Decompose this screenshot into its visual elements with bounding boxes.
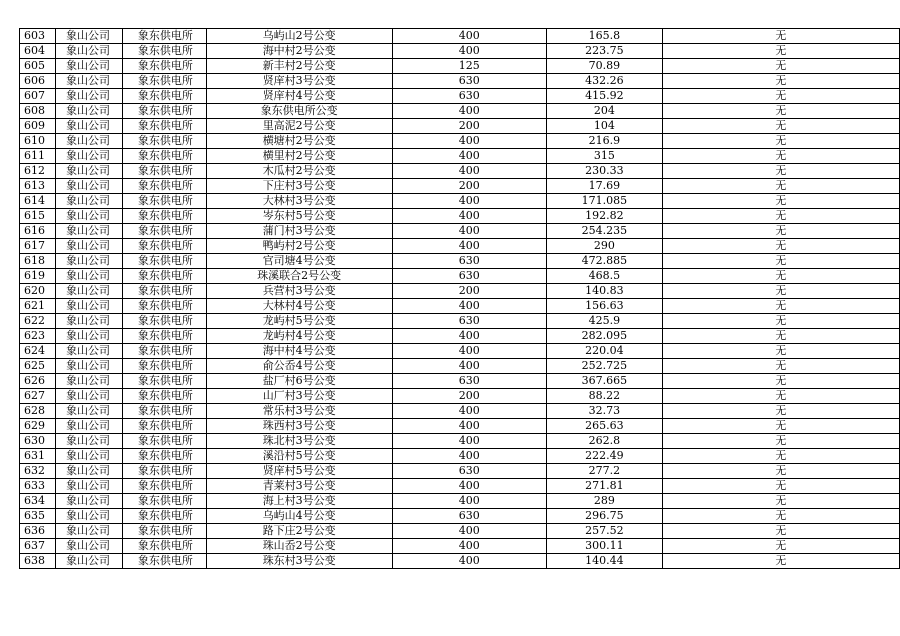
company-cell: 象山公司 bbox=[55, 389, 122, 404]
remark-cell: 无 bbox=[662, 254, 899, 269]
company-cell: 象山公司 bbox=[55, 479, 122, 494]
row-number-cell: 612 bbox=[20, 164, 56, 179]
remark-cell: 无 bbox=[662, 44, 899, 59]
capacity-cell: 400 bbox=[392, 329, 547, 344]
transformer-name-cell: 贤庠村3号公变 bbox=[206, 74, 392, 89]
remark-cell: 无 bbox=[662, 224, 899, 239]
remark-cell: 无 bbox=[662, 344, 899, 359]
transformer-name-cell: 珠山岙2号公变 bbox=[206, 539, 392, 554]
table-row bbox=[20, 434, 900, 449]
row-number-cell: 630 bbox=[20, 434, 56, 449]
table-row bbox=[20, 314, 900, 329]
remark-cell: 无 bbox=[662, 284, 899, 299]
table-row bbox=[20, 539, 900, 554]
capacity-cell: 630 bbox=[392, 74, 547, 89]
remark-cell: 无 bbox=[662, 449, 899, 464]
capacity-cell: 400 bbox=[392, 134, 547, 149]
capacity-cell: 400 bbox=[392, 209, 547, 224]
remark-cell: 无 bbox=[662, 269, 899, 284]
remark-cell: 无 bbox=[662, 494, 899, 509]
load-cell: 32.73 bbox=[547, 404, 663, 419]
capacity-cell: 400 bbox=[392, 194, 547, 209]
row-number-cell: 626 bbox=[20, 374, 56, 389]
row-number-cell: 605 bbox=[20, 59, 56, 74]
capacity-cell: 400 bbox=[392, 44, 547, 59]
station-cell: 象东供电所 bbox=[122, 524, 206, 539]
capacity-cell: 400 bbox=[392, 239, 547, 254]
capacity-cell: 400 bbox=[392, 434, 547, 449]
table-row bbox=[20, 554, 900, 569]
transformer-name-cell: 龙屿村5号公变 bbox=[206, 314, 392, 329]
station-cell: 象东供电所 bbox=[122, 464, 206, 479]
capacity-cell: 400 bbox=[392, 419, 547, 434]
remark-cell: 无 bbox=[662, 524, 899, 539]
transformer-name-cell: 贤庠村5号公变 bbox=[206, 464, 392, 479]
table-row bbox=[20, 164, 900, 179]
transformer-name-cell: 新丰村2号公变 bbox=[206, 59, 392, 74]
capacity-cell: 400 bbox=[392, 299, 547, 314]
remark-cell: 无 bbox=[662, 389, 899, 404]
remark-cell: 无 bbox=[662, 434, 899, 449]
station-cell: 象东供电所 bbox=[122, 164, 206, 179]
station-cell: 象东供电所 bbox=[122, 509, 206, 524]
row-number-cell: 618 bbox=[20, 254, 56, 269]
remark-cell: 无 bbox=[662, 164, 899, 179]
row-number-cell: 604 bbox=[20, 44, 56, 59]
row-number-cell: 619 bbox=[20, 269, 56, 284]
load-cell: 415.92 bbox=[547, 89, 663, 104]
company-cell: 象山公司 bbox=[55, 494, 122, 509]
row-number-cell: 615 bbox=[20, 209, 56, 224]
transformer-name-cell: 横里村2号公变 bbox=[206, 149, 392, 164]
load-cell: 425.9 bbox=[547, 314, 663, 329]
table-row bbox=[20, 269, 900, 284]
transformer-name-cell: 珠溪联合2号公变 bbox=[206, 269, 392, 284]
row-number-cell: 617 bbox=[20, 239, 56, 254]
load-cell: 104 bbox=[547, 119, 663, 134]
load-cell: 296.75 bbox=[547, 509, 663, 524]
remark-cell: 无 bbox=[662, 374, 899, 389]
station-cell: 象东供电所 bbox=[122, 299, 206, 314]
table-row bbox=[20, 59, 900, 74]
capacity-cell: 400 bbox=[392, 344, 547, 359]
table-row bbox=[20, 284, 900, 299]
table-row bbox=[20, 329, 900, 344]
load-cell: 282.095 bbox=[547, 329, 663, 344]
load-cell: 140.83 bbox=[547, 284, 663, 299]
transformer-name-cell: 蒲门村3号公变 bbox=[206, 224, 392, 239]
load-cell: 265.63 bbox=[547, 419, 663, 434]
load-cell: 262.8 bbox=[547, 434, 663, 449]
transformer-name-cell: 官司塘4号公变 bbox=[206, 254, 392, 269]
capacity-cell: 400 bbox=[392, 494, 547, 509]
table-row bbox=[20, 344, 900, 359]
company-cell: 象山公司 bbox=[55, 134, 122, 149]
table-row bbox=[20, 29, 900, 44]
load-cell: 230.33 bbox=[547, 164, 663, 179]
capacity-cell: 630 bbox=[392, 269, 547, 284]
company-cell: 象山公司 bbox=[55, 209, 122, 224]
table-row bbox=[20, 254, 900, 269]
station-cell: 象东供电所 bbox=[122, 89, 206, 104]
company-cell: 象山公司 bbox=[55, 299, 122, 314]
remark-cell: 无 bbox=[662, 329, 899, 344]
company-cell: 象山公司 bbox=[55, 44, 122, 59]
table-row bbox=[20, 359, 900, 374]
transformer-name-cell: 鸭屿村2号公变 bbox=[206, 239, 392, 254]
row-number-cell: 634 bbox=[20, 494, 56, 509]
table-row bbox=[20, 449, 900, 464]
company-cell: 象山公司 bbox=[55, 314, 122, 329]
company-cell: 象山公司 bbox=[55, 344, 122, 359]
station-cell: 象东供电所 bbox=[122, 269, 206, 284]
company-cell: 象山公司 bbox=[55, 404, 122, 419]
load-cell: 17.69 bbox=[547, 179, 663, 194]
transformer-name-cell: 大林村4号公变 bbox=[206, 299, 392, 314]
load-cell: 367.665 bbox=[547, 374, 663, 389]
transformer-name-cell: 象东供电所公变 bbox=[206, 104, 392, 119]
capacity-cell: 400 bbox=[392, 359, 547, 374]
row-number-cell: 623 bbox=[20, 329, 56, 344]
load-cell: 192.82 bbox=[547, 209, 663, 224]
load-cell: 290 bbox=[547, 239, 663, 254]
station-cell: 象东供电所 bbox=[122, 119, 206, 134]
table-row bbox=[20, 74, 900, 89]
transformer-name-cell: 俞公岙4号公变 bbox=[206, 359, 392, 374]
row-number-cell: 631 bbox=[20, 449, 56, 464]
station-cell: 象东供电所 bbox=[122, 134, 206, 149]
capacity-cell: 400 bbox=[392, 149, 547, 164]
company-cell: 象山公司 bbox=[55, 329, 122, 344]
station-cell: 象东供电所 bbox=[122, 419, 206, 434]
load-cell: 216.9 bbox=[547, 134, 663, 149]
transformer-name-cell: 下庄村3号公变 bbox=[206, 179, 392, 194]
load-cell: 223.75 bbox=[547, 44, 663, 59]
transformer-name-cell: 珠东村3号公变 bbox=[206, 554, 392, 569]
load-cell: 88.22 bbox=[547, 389, 663, 404]
row-number-cell: 616 bbox=[20, 224, 56, 239]
table-row bbox=[20, 374, 900, 389]
transformer-name-cell: 盐厂村6号公变 bbox=[206, 374, 392, 389]
row-number-cell: 636 bbox=[20, 524, 56, 539]
transformer-name-cell: 贤庠村4号公变 bbox=[206, 89, 392, 104]
remark-cell: 无 bbox=[662, 404, 899, 419]
capacity-cell: 400 bbox=[392, 449, 547, 464]
company-cell: 象山公司 bbox=[55, 359, 122, 374]
company-cell: 象山公司 bbox=[55, 224, 122, 239]
remark-cell: 无 bbox=[662, 149, 899, 164]
table-row bbox=[20, 464, 900, 479]
station-cell: 象东供电所 bbox=[122, 44, 206, 59]
load-cell: 468.5 bbox=[547, 269, 663, 284]
remark-cell: 无 bbox=[662, 59, 899, 74]
company-cell: 象山公司 bbox=[55, 104, 122, 119]
table-row bbox=[20, 179, 900, 194]
company-cell: 象山公司 bbox=[55, 509, 122, 524]
transformer-name-cell: 青莱村3号公变 bbox=[206, 479, 392, 494]
transformer-name-cell: 木瓜村2号公变 bbox=[206, 164, 392, 179]
remark-cell: 无 bbox=[662, 179, 899, 194]
capacity-cell: 200 bbox=[392, 179, 547, 194]
station-cell: 象东供电所 bbox=[122, 284, 206, 299]
capacity-cell: 200 bbox=[392, 389, 547, 404]
load-cell: 140.44 bbox=[547, 554, 663, 569]
remark-cell: 无 bbox=[662, 539, 899, 554]
table-row bbox=[20, 149, 900, 164]
company-cell: 象山公司 bbox=[55, 59, 122, 74]
capacity-cell: 400 bbox=[392, 404, 547, 419]
company-cell: 象山公司 bbox=[55, 419, 122, 434]
remark-cell: 无 bbox=[662, 509, 899, 524]
transformer-name-cell: 海中村4号公变 bbox=[206, 344, 392, 359]
remark-cell: 无 bbox=[662, 359, 899, 374]
transformer-name-cell: 龙屿村4号公变 bbox=[206, 329, 392, 344]
load-cell: 204 bbox=[547, 104, 663, 119]
capacity-cell: 400 bbox=[392, 29, 547, 44]
transformer-name-cell: 里高泥2号公变 bbox=[206, 119, 392, 134]
company-cell: 象山公司 bbox=[55, 539, 122, 554]
company-cell: 象山公司 bbox=[55, 524, 122, 539]
station-cell: 象东供电所 bbox=[122, 254, 206, 269]
station-cell: 象东供电所 bbox=[122, 449, 206, 464]
station-cell: 象东供电所 bbox=[122, 74, 206, 89]
row-number-cell: 610 bbox=[20, 134, 56, 149]
station-cell: 象东供电所 bbox=[122, 539, 206, 554]
station-cell: 象东供电所 bbox=[122, 104, 206, 119]
station-cell: 象东供电所 bbox=[122, 29, 206, 44]
table-row bbox=[20, 494, 900, 509]
table-row bbox=[20, 524, 900, 539]
capacity-cell: 630 bbox=[392, 464, 547, 479]
transformer-name-cell: 兵营村3号公变 bbox=[206, 284, 392, 299]
capacity-cell: 630 bbox=[392, 254, 547, 269]
table-row bbox=[20, 239, 900, 254]
row-number-cell: 632 bbox=[20, 464, 56, 479]
station-cell: 象东供电所 bbox=[122, 404, 206, 419]
remark-cell: 无 bbox=[662, 419, 899, 434]
row-number-cell: 625 bbox=[20, 359, 56, 374]
remark-cell: 无 bbox=[662, 29, 899, 44]
remark-cell: 无 bbox=[662, 299, 899, 314]
capacity-cell: 630 bbox=[392, 314, 547, 329]
table-row bbox=[20, 209, 900, 224]
capacity-cell: 630 bbox=[392, 509, 547, 524]
station-cell: 象东供电所 bbox=[122, 314, 206, 329]
remark-cell: 无 bbox=[662, 89, 899, 104]
transformer-name-cell: 大林村3号公变 bbox=[206, 194, 392, 209]
remark-cell: 无 bbox=[662, 209, 899, 224]
capacity-cell: 200 bbox=[392, 119, 547, 134]
company-cell: 象山公司 bbox=[55, 119, 122, 134]
load-cell: 432.26 bbox=[547, 74, 663, 89]
remark-cell: 无 bbox=[662, 464, 899, 479]
capacity-cell: 400 bbox=[392, 539, 547, 554]
transformer-name-cell: 山厂村3号公变 bbox=[206, 389, 392, 404]
transformer-name-cell: 珠西村3号公变 bbox=[206, 419, 392, 434]
station-cell: 象东供电所 bbox=[122, 224, 206, 239]
company-cell: 象山公司 bbox=[55, 464, 122, 479]
table-row bbox=[20, 224, 900, 239]
company-cell: 象山公司 bbox=[55, 74, 122, 89]
remark-cell: 无 bbox=[662, 554, 899, 569]
station-cell: 象东供电所 bbox=[122, 389, 206, 404]
company-cell: 象山公司 bbox=[55, 254, 122, 269]
station-cell: 象东供电所 bbox=[122, 59, 206, 74]
table-row bbox=[20, 404, 900, 419]
capacity-cell: 400 bbox=[392, 554, 547, 569]
remark-cell: 无 bbox=[662, 239, 899, 254]
company-cell: 象山公司 bbox=[55, 149, 122, 164]
row-number-cell: 624 bbox=[20, 344, 56, 359]
transformer-name-cell: 乌屿山4号公变 bbox=[206, 509, 392, 524]
row-number-cell: 603 bbox=[20, 29, 56, 44]
load-cell: 220.04 bbox=[547, 344, 663, 359]
load-cell: 165.8 bbox=[547, 29, 663, 44]
load-cell: 252.725 bbox=[547, 359, 663, 374]
company-cell: 象山公司 bbox=[55, 89, 122, 104]
capacity-cell: 200 bbox=[392, 284, 547, 299]
remark-cell: 无 bbox=[662, 119, 899, 134]
station-cell: 象东供电所 bbox=[122, 179, 206, 194]
company-cell: 象山公司 bbox=[55, 374, 122, 389]
station-cell: 象东供电所 bbox=[122, 494, 206, 509]
load-cell: 171.085 bbox=[547, 194, 663, 209]
row-number-cell: 628 bbox=[20, 404, 56, 419]
transformer-name-cell: 横塘村2号公变 bbox=[206, 134, 392, 149]
transformer-name-cell: 珠北村3号公变 bbox=[206, 434, 392, 449]
transformer-name-cell: 海中村2号公变 bbox=[206, 44, 392, 59]
station-cell: 象东供电所 bbox=[122, 359, 206, 374]
remark-cell: 无 bbox=[662, 104, 899, 119]
table-row bbox=[20, 44, 900, 59]
transformer-name-cell: 溪沿村5号公变 bbox=[206, 449, 392, 464]
row-number-cell: 633 bbox=[20, 479, 56, 494]
row-number-cell: 627 bbox=[20, 389, 56, 404]
row-number-cell: 637 bbox=[20, 539, 56, 554]
transformer-name-cell: 岑东村5号公变 bbox=[206, 209, 392, 224]
company-cell: 象山公司 bbox=[55, 449, 122, 464]
row-number-cell: 608 bbox=[20, 104, 56, 119]
transformer-name-cell: 路下庄2号公变 bbox=[206, 524, 392, 539]
capacity-cell: 400 bbox=[392, 479, 547, 494]
station-cell: 象东供电所 bbox=[122, 374, 206, 389]
table-row bbox=[20, 89, 900, 104]
company-cell: 象山公司 bbox=[55, 29, 122, 44]
station-cell: 象东供电所 bbox=[122, 329, 206, 344]
table-row bbox=[20, 419, 900, 434]
capacity-cell: 400 bbox=[392, 224, 547, 239]
remark-cell: 无 bbox=[662, 134, 899, 149]
station-cell: 象东供电所 bbox=[122, 239, 206, 254]
row-number-cell: 606 bbox=[20, 74, 56, 89]
load-cell: 300.11 bbox=[547, 539, 663, 554]
row-number-cell: 613 bbox=[20, 179, 56, 194]
station-cell: 象东供电所 bbox=[122, 554, 206, 569]
load-cell: 315 bbox=[547, 149, 663, 164]
company-cell: 象山公司 bbox=[55, 239, 122, 254]
table-row bbox=[20, 104, 900, 119]
remark-cell: 无 bbox=[662, 194, 899, 209]
table-row bbox=[20, 194, 900, 209]
transformer-name-cell: 常乐村3号公变 bbox=[206, 404, 392, 419]
capacity-cell: 630 bbox=[392, 374, 547, 389]
company-cell: 象山公司 bbox=[55, 269, 122, 284]
load-cell: 254.235 bbox=[547, 224, 663, 239]
row-number-cell: 638 bbox=[20, 554, 56, 569]
load-cell: 70.89 bbox=[547, 59, 663, 74]
load-cell: 277.2 bbox=[547, 464, 663, 479]
data-table bbox=[19, 28, 900, 569]
table-row bbox=[20, 389, 900, 404]
station-cell: 象东供电所 bbox=[122, 434, 206, 449]
table-row bbox=[20, 299, 900, 314]
company-cell: 象山公司 bbox=[55, 434, 122, 449]
remark-cell: 无 bbox=[662, 314, 899, 329]
remark-cell: 无 bbox=[662, 479, 899, 494]
capacity-cell: 400 bbox=[392, 164, 547, 179]
row-number-cell: 635 bbox=[20, 509, 56, 524]
row-number-cell: 622 bbox=[20, 314, 56, 329]
row-number-cell: 607 bbox=[20, 89, 56, 104]
transformer-name-cell: 海上村3号公变 bbox=[206, 494, 392, 509]
load-cell: 222.49 bbox=[547, 449, 663, 464]
station-cell: 象东供电所 bbox=[122, 194, 206, 209]
table-row bbox=[20, 479, 900, 494]
station-cell: 象东供电所 bbox=[122, 344, 206, 359]
row-number-cell: 621 bbox=[20, 299, 56, 314]
row-number-cell: 609 bbox=[20, 119, 56, 134]
row-number-cell: 614 bbox=[20, 194, 56, 209]
table-row bbox=[20, 119, 900, 134]
row-number-cell: 629 bbox=[20, 419, 56, 434]
capacity-cell: 400 bbox=[392, 524, 547, 539]
capacity-cell: 630 bbox=[392, 89, 547, 104]
station-cell: 象东供电所 bbox=[122, 149, 206, 164]
load-cell: 257.52 bbox=[547, 524, 663, 539]
load-cell: 472.885 bbox=[547, 254, 663, 269]
company-cell: 象山公司 bbox=[55, 284, 122, 299]
load-cell: 289 bbox=[547, 494, 663, 509]
load-cell: 271.81 bbox=[547, 479, 663, 494]
company-cell: 象山公司 bbox=[55, 164, 122, 179]
capacity-cell: 125 bbox=[392, 59, 547, 74]
transformer-name-cell: 乌屿山2号公变 bbox=[206, 29, 392, 44]
row-number-cell: 611 bbox=[20, 149, 56, 164]
capacity-cell: 400 bbox=[392, 104, 547, 119]
row-number-cell: 620 bbox=[20, 284, 56, 299]
table-body bbox=[20, 29, 900, 569]
load-cell: 156.63 bbox=[547, 299, 663, 314]
remark-cell: 无 bbox=[662, 74, 899, 89]
company-cell: 象山公司 bbox=[55, 194, 122, 209]
company-cell: 象山公司 bbox=[55, 554, 122, 569]
table-row bbox=[20, 134, 900, 149]
company-cell: 象山公司 bbox=[55, 179, 122, 194]
station-cell: 象东供电所 bbox=[122, 479, 206, 494]
station-cell: 象东供电所 bbox=[122, 209, 206, 224]
table-row bbox=[20, 509, 900, 524]
